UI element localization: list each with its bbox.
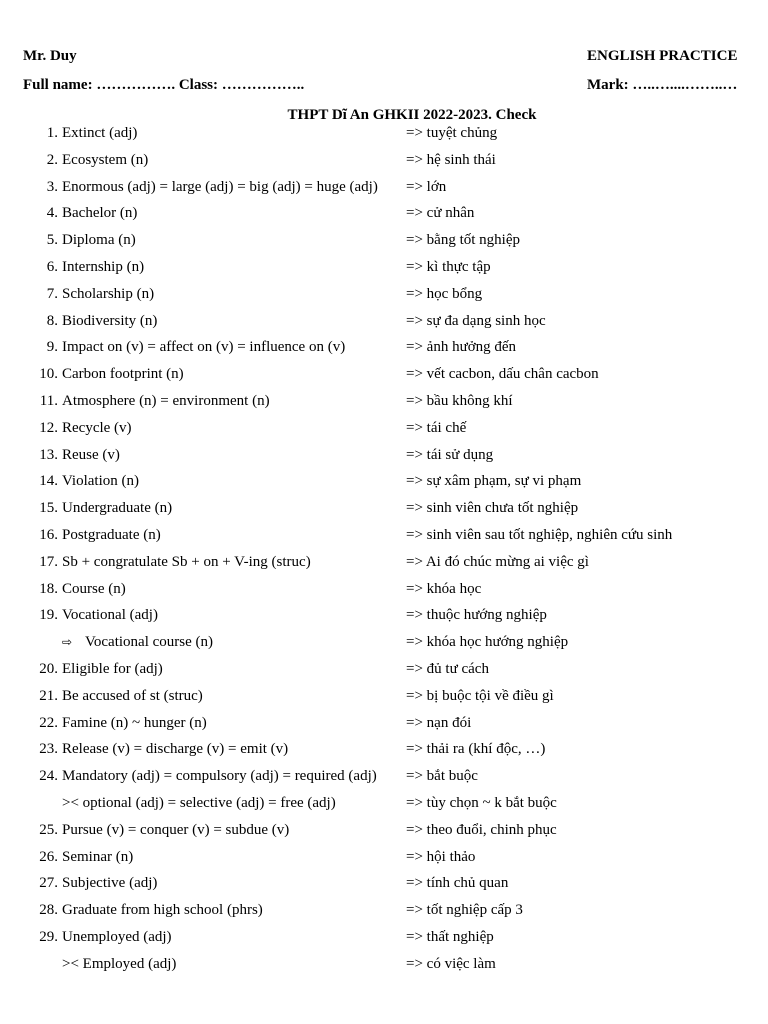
entry-meaning: => hệ sinh thái — [406, 151, 496, 168]
entry-meaning: => đủ tư cách — [406, 660, 489, 677]
vocab-row — [0, 392, 768, 419]
entry-number: 16. — [39, 526, 58, 543]
entry-number: 2. — [46, 151, 58, 168]
teacher-name: Mr. Duy — [23, 48, 77, 64]
entry-number: 4. — [46, 205, 58, 222]
vocab-row — [0, 606, 768, 633]
vocab-row — [0, 365, 768, 392]
entry-meaning: => có việc làm — [406, 955, 496, 972]
vocab-row — [0, 740, 768, 767]
entry-term: Internship (n) — [62, 258, 145, 275]
entry-meaning: => bằng tốt nghiệp — [406, 232, 520, 249]
entry-term: Mandatory (adj) = compulsory (adj) = required (adj) — [62, 768, 377, 785]
entry-term: Ecosystem (n) — [62, 151, 149, 168]
entry-meaning: => bắt buộc — [406, 768, 478, 785]
vocab-row — [0, 446, 768, 473]
entry-meaning: => Ai đó chúc mừng ai việc gì — [406, 553, 589, 570]
entry-term: Carbon footprint (n) — [62, 366, 184, 383]
vocab-row — [0, 472, 768, 499]
entry-number: 23. — [39, 741, 58, 758]
entry-term: Undergraduate (n) — [62, 500, 173, 517]
entry-number: 26. — [39, 848, 58, 865]
entry-meaning: => vết cacbon, dấu chân cacbon — [406, 366, 599, 383]
entry-term: >< Employed (adj) — [62, 955, 177, 972]
entry-number: 17. — [39, 553, 58, 570]
entry-term: Scholarship (n) — [62, 285, 155, 302]
entry-term: Vocational course (n) — [85, 634, 214, 651]
vocab-row — [0, 419, 768, 446]
entry-term: Course (n) — [62, 580, 126, 597]
entry-meaning: => kì thực tập — [406, 258, 491, 275]
vocab-row — [0, 526, 768, 553]
entry-meaning: => tái sử dụng — [406, 446, 494, 463]
entry-meaning: => lớn — [406, 178, 447, 195]
entry-meaning: => sự xâm phạm, sự vi phạm — [406, 473, 582, 490]
entry-meaning: => sinh viên chưa tốt nghiệp — [406, 500, 579, 517]
worksheet-title: THPT Dĩ An GHKII 2022-2023. Check — [287, 107, 537, 123]
entry-term: >< optional (adj) = selective (adj) = free (adj) — [62, 794, 336, 811]
entry-term: Recycle (v) — [62, 419, 132, 436]
entry-term: Eligible for (adj) — [62, 660, 163, 677]
entry-number: 14. — [39, 473, 58, 490]
vocab-row — [0, 687, 768, 714]
entry-number: 27. — [39, 875, 58, 892]
entry-meaning: => cử nhân — [406, 205, 475, 222]
entry-meaning: => tùy chọn ~ k bắt buộc — [406, 794, 557, 811]
vocab-row — [0, 767, 768, 794]
vocab-row — [0, 714, 768, 741]
vocab-row — [0, 285, 768, 312]
entry-number: 24. — [39, 768, 58, 785]
vocab-row — [0, 204, 768, 231]
entry-number: 18. — [39, 580, 58, 597]
entry-term: Biodiversity (n) — [62, 312, 158, 329]
vocab-row — [0, 499, 768, 526]
mark-line: Mark: …..…....……..… — [587, 77, 738, 93]
vocabulary-list — [0, 124, 768, 982]
vocab-row — [0, 312, 768, 339]
entry-meaning: => thuộc hướng nghiệp — [406, 607, 547, 624]
vocab-row — [0, 124, 768, 151]
entry-term: Pursue (v) = conquer (v) = subdue (v) — [62, 821, 290, 838]
entry-number: 21. — [39, 687, 58, 704]
vocab-row — [0, 178, 768, 205]
entry-number: 8. — [46, 312, 58, 329]
vocab-row — [0, 901, 768, 928]
entry-meaning: => tính chủ quan — [406, 875, 509, 892]
entry-term: Reuse (v) — [62, 446, 120, 463]
entry-number: 6. — [46, 258, 58, 275]
vocab-row — [0, 553, 768, 580]
fullname-class-line: Full name: ……………. Class: …………….. — [23, 77, 305, 93]
vocab-row — [0, 660, 768, 687]
entry-meaning: => ảnh hưởng đến — [406, 339, 517, 356]
entry-term: Diploma (n) — [62, 232, 136, 249]
entry-meaning: => hội thảo — [406, 848, 476, 865]
entry-meaning: => tốt nghiệp cấp 3 — [406, 902, 523, 919]
entry-number: 22. — [39, 714, 58, 731]
entry-term: Famine (n) ~ hunger (n) — [62, 714, 207, 731]
entry-number: 12. — [39, 419, 58, 436]
entry-meaning: => khóa học hướng nghiệp — [406, 634, 569, 651]
entry-term: Subjective (adj) — [62, 875, 158, 892]
vocab-row — [0, 231, 768, 258]
vocab-row — [0, 580, 768, 607]
vocab-row — [0, 874, 768, 901]
entry-meaning: => thải ra (khí độc, …) — [406, 741, 546, 758]
vocab-row — [0, 848, 768, 875]
vocab-row — [0, 151, 768, 178]
entry-term: Seminar (n) — [62, 848, 134, 865]
entry-number: 25. — [39, 821, 58, 838]
entry-meaning: => bị buộc tội về điều gì — [406, 687, 554, 704]
entry-term: Sb + congratulate Sb + on + V-ing (struc) — [62, 553, 311, 570]
vocab-row — [0, 928, 768, 955]
entry-meaning: => sinh viên sau tốt nghiệp, nghiên cứu sinh — [406, 526, 673, 543]
entry-term: Unemployed (adj) — [62, 928, 172, 945]
vocab-row — [0, 258, 768, 285]
entry-meaning: => tuyệt chủng — [406, 125, 498, 141]
entry-meaning: => bầu không khí — [406, 392, 513, 409]
entry-number: 9. — [46, 339, 58, 356]
entry-term: Enormous (adj) = large (adj) = big (adj) = huge (adj) — [62, 178, 378, 195]
entry-number: 10. — [39, 366, 58, 383]
entry-term: Postgraduate (n) — [62, 526, 161, 543]
vocab-row — [0, 338, 768, 365]
vocab-row — [0, 633, 768, 660]
entry-number: 28. — [39, 902, 58, 919]
entry-number: 1. — [46, 125, 58, 141]
entry-term: Vocational (adj) — [62, 607, 158, 624]
entry-meaning: => thất nghiệp — [406, 928, 494, 945]
entry-term: Bachelor (n) — [62, 205, 138, 222]
entry-meaning: => tái chế — [406, 419, 467, 436]
arrow-bullet-icon: ⇨ — [62, 635, 73, 650]
entry-number: 19. — [39, 607, 58, 624]
entry-term: Release (v) = discharge (v) = emit (v) — [62, 741, 289, 758]
vocab-row — [0, 794, 768, 821]
vocab-row — [0, 955, 768, 982]
entry-number: 11. — [39, 392, 58, 409]
entry-meaning: => sự đa dạng sinh học — [406, 312, 546, 329]
entry-number: 3. — [46, 178, 58, 195]
entry-term: Atmosphere (n) = environment (n) — [62, 392, 270, 409]
entry-term: Extinct (adj) — [62, 125, 138, 141]
entry-number: 15. — [39, 500, 58, 517]
entry-meaning: => khóa học — [406, 580, 482, 597]
entry-number: 7. — [46, 285, 58, 302]
entry-meaning: => nạn đói — [406, 714, 472, 731]
entry-term: Graduate from high school (phrs) — [62, 902, 263, 919]
entry-term: Impact on (v) = affect on (v) = influence on (v) — [62, 339, 346, 356]
entry-meaning: => theo đuổi, chinh phục — [406, 821, 557, 838]
entry-term: Be accused of st (struc) — [62, 687, 203, 704]
vocab-row — [0, 821, 768, 848]
entry-number: 20. — [39, 660, 58, 677]
entry-number: 5. — [46, 232, 58, 249]
subject-title: ENGLISH PRACTICE — [587, 48, 738, 64]
entry-meaning: => học bổng — [406, 285, 483, 302]
entry-number: 29. — [39, 928, 58, 945]
entry-term: Violation (n) — [62, 473, 139, 490]
entry-number: 13. — [39, 446, 58, 463]
